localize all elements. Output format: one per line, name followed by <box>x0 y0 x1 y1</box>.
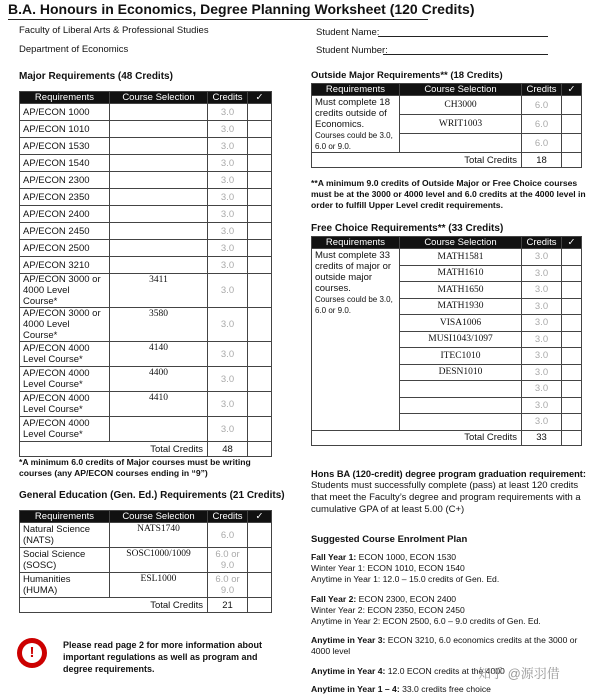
free-req-main: Must complete 33 credits of major or outside major courses. <box>315 250 392 294</box>
check-cell[interactable] <box>562 397 582 414</box>
col-check: ✓ <box>562 84 582 96</box>
course-selection[interactable] <box>110 121 208 138</box>
credits-cell: 3.0 <box>522 381 562 398</box>
col-credits: Credits <box>522 237 562 249</box>
course-selection[interactable]: SOSC1000/1009 <box>110 548 208 573</box>
credits-cell: 3.0 <box>522 249 562 266</box>
requirement-cell: AP/ECON 2300 <box>20 172 110 189</box>
footer-note: Please read page 2 for more information about important regulations as well as program and degree requirements. <box>63 640 263 674</box>
student-number-field[interactable] <box>383 54 548 55</box>
course-selection[interactable] <box>110 223 208 240</box>
free-heading: Free Choice Requirements** (33 Credits) <box>311 223 504 234</box>
year4-text: 12.0 ECON credits at the 4000 <box>385 666 505 676</box>
outside-credits: 6.0 <box>522 96 562 115</box>
col-credits: Credits <box>208 511 248 523</box>
table-row <box>20 257 272 274</box>
outside-total-check <box>562 153 582 168</box>
credits-cell: 3.0 <box>208 155 248 172</box>
winter-year2: Winter Year 2: ECON 2350, ECON 2450 <box>311 605 465 615</box>
col-course-selection: Course Selection <box>400 237 522 249</box>
course-selection[interactable]: ITEC1010 <box>400 348 522 365</box>
credits-cell: 3.0 <box>522 414 562 431</box>
check-cell[interactable] <box>248 189 272 206</box>
course-selection[interactable]: ESL1000 <box>110 573 208 598</box>
course-selection[interactable]: 4140 <box>110 342 208 367</box>
check-cell[interactable] <box>562 265 582 282</box>
outside-check[interactable] <box>562 134 582 153</box>
col-requirements: Requirements <box>20 511 110 523</box>
title-underline <box>8 19 428 20</box>
check-cell[interactable] <box>562 331 582 348</box>
check-cell[interactable] <box>248 573 272 598</box>
table-row <box>20 342 272 367</box>
course-selection[interactable]: MATH1650 <box>400 282 522 299</box>
outside-total-label: Total Credits <box>312 153 522 168</box>
free-req-sub: Courses could be 3.0, 6.0 or 9.0. <box>315 295 393 315</box>
check-cell[interactable] <box>248 342 272 367</box>
course-selection[interactable] <box>110 257 208 274</box>
total-check <box>248 598 272 613</box>
requirement-cell: AP/ECON 1000 <box>20 104 110 121</box>
outside-req-main: Must complete 18 credits outside of Economics. <box>315 97 390 130</box>
course-selection[interactable]: NATS1740 <box>110 523 208 548</box>
credits-cell: 3.0 <box>522 315 562 332</box>
major-table <box>19 91 272 457</box>
col-credits: Credits <box>522 84 562 96</box>
check-cell[interactable] <box>248 392 272 417</box>
credits-cell: 3.0 <box>208 206 248 223</box>
gened-heading: General Education (Gen. Ed.) Requirements (21 Credits) <box>19 490 285 501</box>
plan-year4 <box>311 666 505 677</box>
col-requirements: Requirements <box>312 237 400 249</box>
free-requirement-cell <box>312 249 400 431</box>
fall-year2-courses: ECON 2300, ECON 2400 <box>356 594 457 604</box>
requirement-cell: Humanities (HUMA) <box>20 573 110 598</box>
outside-selection[interactable]: WRIT1003 <box>400 115 522 134</box>
course-selection[interactable] <box>110 206 208 223</box>
check-cell[interactable] <box>248 121 272 138</box>
course-selection[interactable] <box>400 414 522 431</box>
outside-requirement-cell <box>312 96 400 153</box>
table-row <box>20 104 272 121</box>
credits-cell: 3.0 <box>208 392 248 417</box>
col-check: ✓ <box>562 237 582 249</box>
credits-cell: 3.0 <box>522 265 562 282</box>
requirement-cell: AP/ECON 4000 Level Course* <box>20 367 110 392</box>
credits-cell: 3.0 <box>208 257 248 274</box>
fall-year1-label: Fall Year 1: <box>311 552 357 562</box>
check-cell[interactable] <box>562 381 582 398</box>
credits-cell: 3.0 <box>208 367 248 392</box>
total-label: Total Credits <box>20 598 208 613</box>
check-cell[interactable] <box>248 240 272 257</box>
check-cell[interactable] <box>248 274 272 308</box>
table-row <box>20 308 272 342</box>
requirement-cell: AP/ECON 4000 Level Course* <box>20 342 110 367</box>
fall-year1-courses: ECON 1000, ECON 1530 <box>356 552 457 562</box>
credits-cell: 3.0 <box>208 223 248 240</box>
col-requirements: Requirements <box>20 92 110 104</box>
total-check <box>562 430 582 445</box>
anytime-year1: Anytime in Year 1: 12.0 – 15.0 credits of Gen. Ed. <box>311 574 500 584</box>
check-cell[interactable] <box>562 348 582 365</box>
credits-cell: 3.0 <box>208 104 248 121</box>
check-cell[interactable] <box>562 414 582 431</box>
free-table <box>311 236 582 446</box>
requirement-cell: AP/ECON 3000 or 4000 Level Course* <box>20 274 110 308</box>
requirement-cell: AP/ECON 2450 <box>20 223 110 240</box>
check-cell[interactable] <box>562 315 582 332</box>
credits-cell: 3.0 <box>522 298 562 315</box>
year4-label: Anytime in Year 4: <box>311 666 386 676</box>
year1-4-label: Anytime in Year 1 – 4: <box>311 684 400 694</box>
table-row <box>20 189 272 206</box>
col-credits: Credits <box>208 92 248 104</box>
credits-cell: 3.0 <box>522 282 562 299</box>
credits-cell: 3.0 <box>208 274 248 308</box>
hons-block <box>311 468 591 516</box>
course-selection[interactable]: DESN1010 <box>400 364 522 381</box>
table-row <box>20 172 272 189</box>
table-row <box>20 121 272 138</box>
total-row <box>20 442 272 457</box>
requirement-cell: AP/ECON 1530 <box>20 138 110 155</box>
course-selection[interactable] <box>110 172 208 189</box>
check-cell[interactable] <box>248 257 272 274</box>
anytime-year2: Anytime in Year 2: ECON 2500, 6.0 – 9.0 credits of Gen. Ed. <box>311 616 541 626</box>
outside-selection[interactable] <box>400 134 522 153</box>
table-row <box>20 392 272 417</box>
credits-cell: 3.0 <box>208 417 248 442</box>
requirement-cell: AP/ECON 2350 <box>20 189 110 206</box>
course-selection[interactable]: 4400 <box>110 367 208 392</box>
col-requirements: Requirements <box>312 84 400 96</box>
col-course-selection: Course Selection <box>400 84 522 96</box>
outside-check[interactable] <box>562 96 582 115</box>
check-cell[interactable] <box>562 298 582 315</box>
check-cell[interactable] <box>248 367 272 392</box>
requirement-cell: AP/ECON 2400 <box>20 206 110 223</box>
outside-credits: 6.0 <box>522 115 562 134</box>
check-cell[interactable] <box>248 172 272 189</box>
table-row <box>20 206 272 223</box>
plan-year1 <box>311 552 499 585</box>
hons-text: Students must successfully complete (pass) at least 120 credits that meet the Faculty’s degree and program requirements with a cumulative GPA of at least 5.00 (C+) <box>311 480 581 515</box>
requirement-cell: AP/ECON 3210 <box>20 257 110 274</box>
course-selection[interactable] <box>110 417 208 442</box>
credits-cell: 3.0 <box>208 240 248 257</box>
credits-cell: 3.0 <box>208 138 248 155</box>
check-cell[interactable] <box>248 308 272 342</box>
outside-total: 18 <box>522 153 562 168</box>
fall-year2-label: Fall Year 2: <box>311 594 357 604</box>
requirement-cell: AP/ECON 4000 Level Course* <box>20 417 110 442</box>
table-row <box>20 138 272 155</box>
table-row <box>20 417 272 442</box>
student-number-label: Student Number: <box>316 45 388 56</box>
table-row <box>312 249 582 266</box>
check-cell[interactable] <box>248 223 272 240</box>
check-cell[interactable] <box>248 523 272 548</box>
credits-cell: 3.0 <box>208 121 248 138</box>
check-cell[interactable] <box>562 364 582 381</box>
check-cell[interactable] <box>248 548 272 573</box>
page-title: B.A. Honours in Economics, Degree Planning Worksheet (120 Credits) <box>8 1 475 17</box>
table-row <box>20 573 272 598</box>
credits-cell: 6.0 or 9.0 <box>208 573 248 598</box>
course-selection[interactable]: MATH1581 <box>400 249 522 266</box>
course-selection[interactable] <box>400 397 522 414</box>
credits-cell: 3.0 <box>208 342 248 367</box>
credits-cell: 3.0 <box>522 364 562 381</box>
year3-label: Anytime in Year 3: <box>311 635 386 645</box>
outside-selection[interactable]: CH3000 <box>400 96 522 115</box>
check-cell[interactable] <box>562 249 582 266</box>
plan-year3 <box>311 635 596 657</box>
plan-year2 <box>311 594 541 627</box>
year1-4-text: 33.0 credits free choice <box>399 684 491 694</box>
gened-table <box>19 510 272 613</box>
table-row <box>20 240 272 257</box>
credits-cell: 3.0 <box>522 348 562 365</box>
check-cell[interactable] <box>248 155 272 172</box>
check-cell[interactable] <box>248 417 272 442</box>
col-check: ✓ <box>248 92 272 104</box>
col-course-selection: Course Selection <box>110 92 208 104</box>
table-row <box>20 223 272 240</box>
course-selection[interactable]: MATH1610 <box>400 265 522 282</box>
major-note: *A minimum 6.0 credits of Major courses must be writing courses (any AP/ECON courses ending in “9”) <box>19 457 251 478</box>
credits-cell: 6.0 or 9.0 <box>208 548 248 573</box>
credits-cell: 3.0 <box>522 397 562 414</box>
course-selection[interactable]: 4410 <box>110 392 208 417</box>
table-row <box>20 367 272 392</box>
major-heading: Major Requirements (48 Credits) <box>19 71 173 82</box>
plan-heading: Suggested Course Enrolment Plan <box>311 534 468 545</box>
requirement-cell: Social Science (SOSC) <box>20 548 110 573</box>
requirement-cell: Natural Science (NATS) <box>20 523 110 548</box>
check-cell[interactable] <box>248 206 272 223</box>
outside-credits: 6.0 <box>522 134 562 153</box>
course-selection[interactable]: 3580 <box>110 308 208 342</box>
course-selection[interactable] <box>110 189 208 206</box>
outside-req-sub: Courses could be 3.0, 6.0 or 9.0. <box>315 131 393 151</box>
requirement-cell: AP/ECON 1010 <box>20 121 110 138</box>
course-selection[interactable]: MATH1930 <box>400 298 522 315</box>
table-row <box>20 523 272 548</box>
outside-heading: Outside Major Requirements** (18 Credits) <box>311 70 503 81</box>
winter-year1: Winter Year 1: ECON 1010, ECON 1540 <box>311 563 465 573</box>
course-selection[interactable] <box>110 155 208 172</box>
table-row <box>20 155 272 172</box>
department-label: Department of Economics <box>19 44 129 55</box>
total-label: Total Credits <box>312 430 522 445</box>
credits-cell: 3.0 <box>208 189 248 206</box>
col-check: ✓ <box>248 511 272 523</box>
table-row <box>20 548 272 573</box>
alert-icon: ! <box>17 638 47 668</box>
total-label: Total Credits <box>20 442 208 457</box>
check-cell[interactable] <box>562 282 582 299</box>
faculty-label: Faculty of Liberal Arts & Professional Studies <box>19 25 209 36</box>
watermark: 知乎 @源羽借 <box>478 666 560 681</box>
course-selection[interactable]: MUSI1043/1097 <box>400 331 522 348</box>
check-cell[interactable] <box>248 104 272 121</box>
year3-text: ECON 3210, 6.0 economics credits at the 3000 or 4000 level <box>311 635 578 656</box>
student-name-label: Student Name: <box>316 27 380 38</box>
check-cell[interactable] <box>248 138 272 155</box>
table-row <box>20 274 272 308</box>
hons-heading: Hons BA (120-credit) degree program graduation requirement: <box>311 469 586 479</box>
requirement-cell: AP/ECON 2500 <box>20 240 110 257</box>
credits-cell: 6.0 <box>208 523 248 548</box>
total-credits: 33 <box>522 430 562 445</box>
course-selection[interactable] <box>110 240 208 257</box>
outside-check[interactable] <box>562 115 582 134</box>
credits-cell: 3.0 <box>208 172 248 189</box>
requirement-cell: AP/ECON 3000 or 4000 Level Course* <box>20 308 110 342</box>
total-row <box>312 430 582 445</box>
total-row <box>20 598 272 613</box>
student-name-field[interactable] <box>378 36 548 37</box>
course-selection[interactable] <box>110 104 208 121</box>
requirement-cell: AP/ECON 4000 Level Course* <box>20 392 110 417</box>
credits-cell: 3.0 <box>522 331 562 348</box>
course-selection[interactable]: VISA1006 <box>400 315 522 332</box>
plan-year1-4 <box>311 684 491 695</box>
course-selection[interactable] <box>110 138 208 155</box>
course-selection[interactable]: 3411 <box>110 274 208 308</box>
col-course-selection: Course Selection <box>110 511 208 523</box>
course-selection[interactable] <box>400 381 522 398</box>
total-credits: 21 <box>208 598 248 613</box>
total-credits: 48 <box>208 442 248 457</box>
outside-note: **A minimum 9.0 credits of Outside Major or Free Choice courses must be at the 3000 or 4000 level and 6.0 credits at the 4000 level in order to fulfill Upper Level credit requirements. <box>311 178 586 210</box>
credits-cell: 3.0 <box>208 308 248 342</box>
total-check <box>248 442 272 457</box>
requirement-cell: AP/ECON 1540 <box>20 155 110 172</box>
outside-table <box>311 83 582 168</box>
